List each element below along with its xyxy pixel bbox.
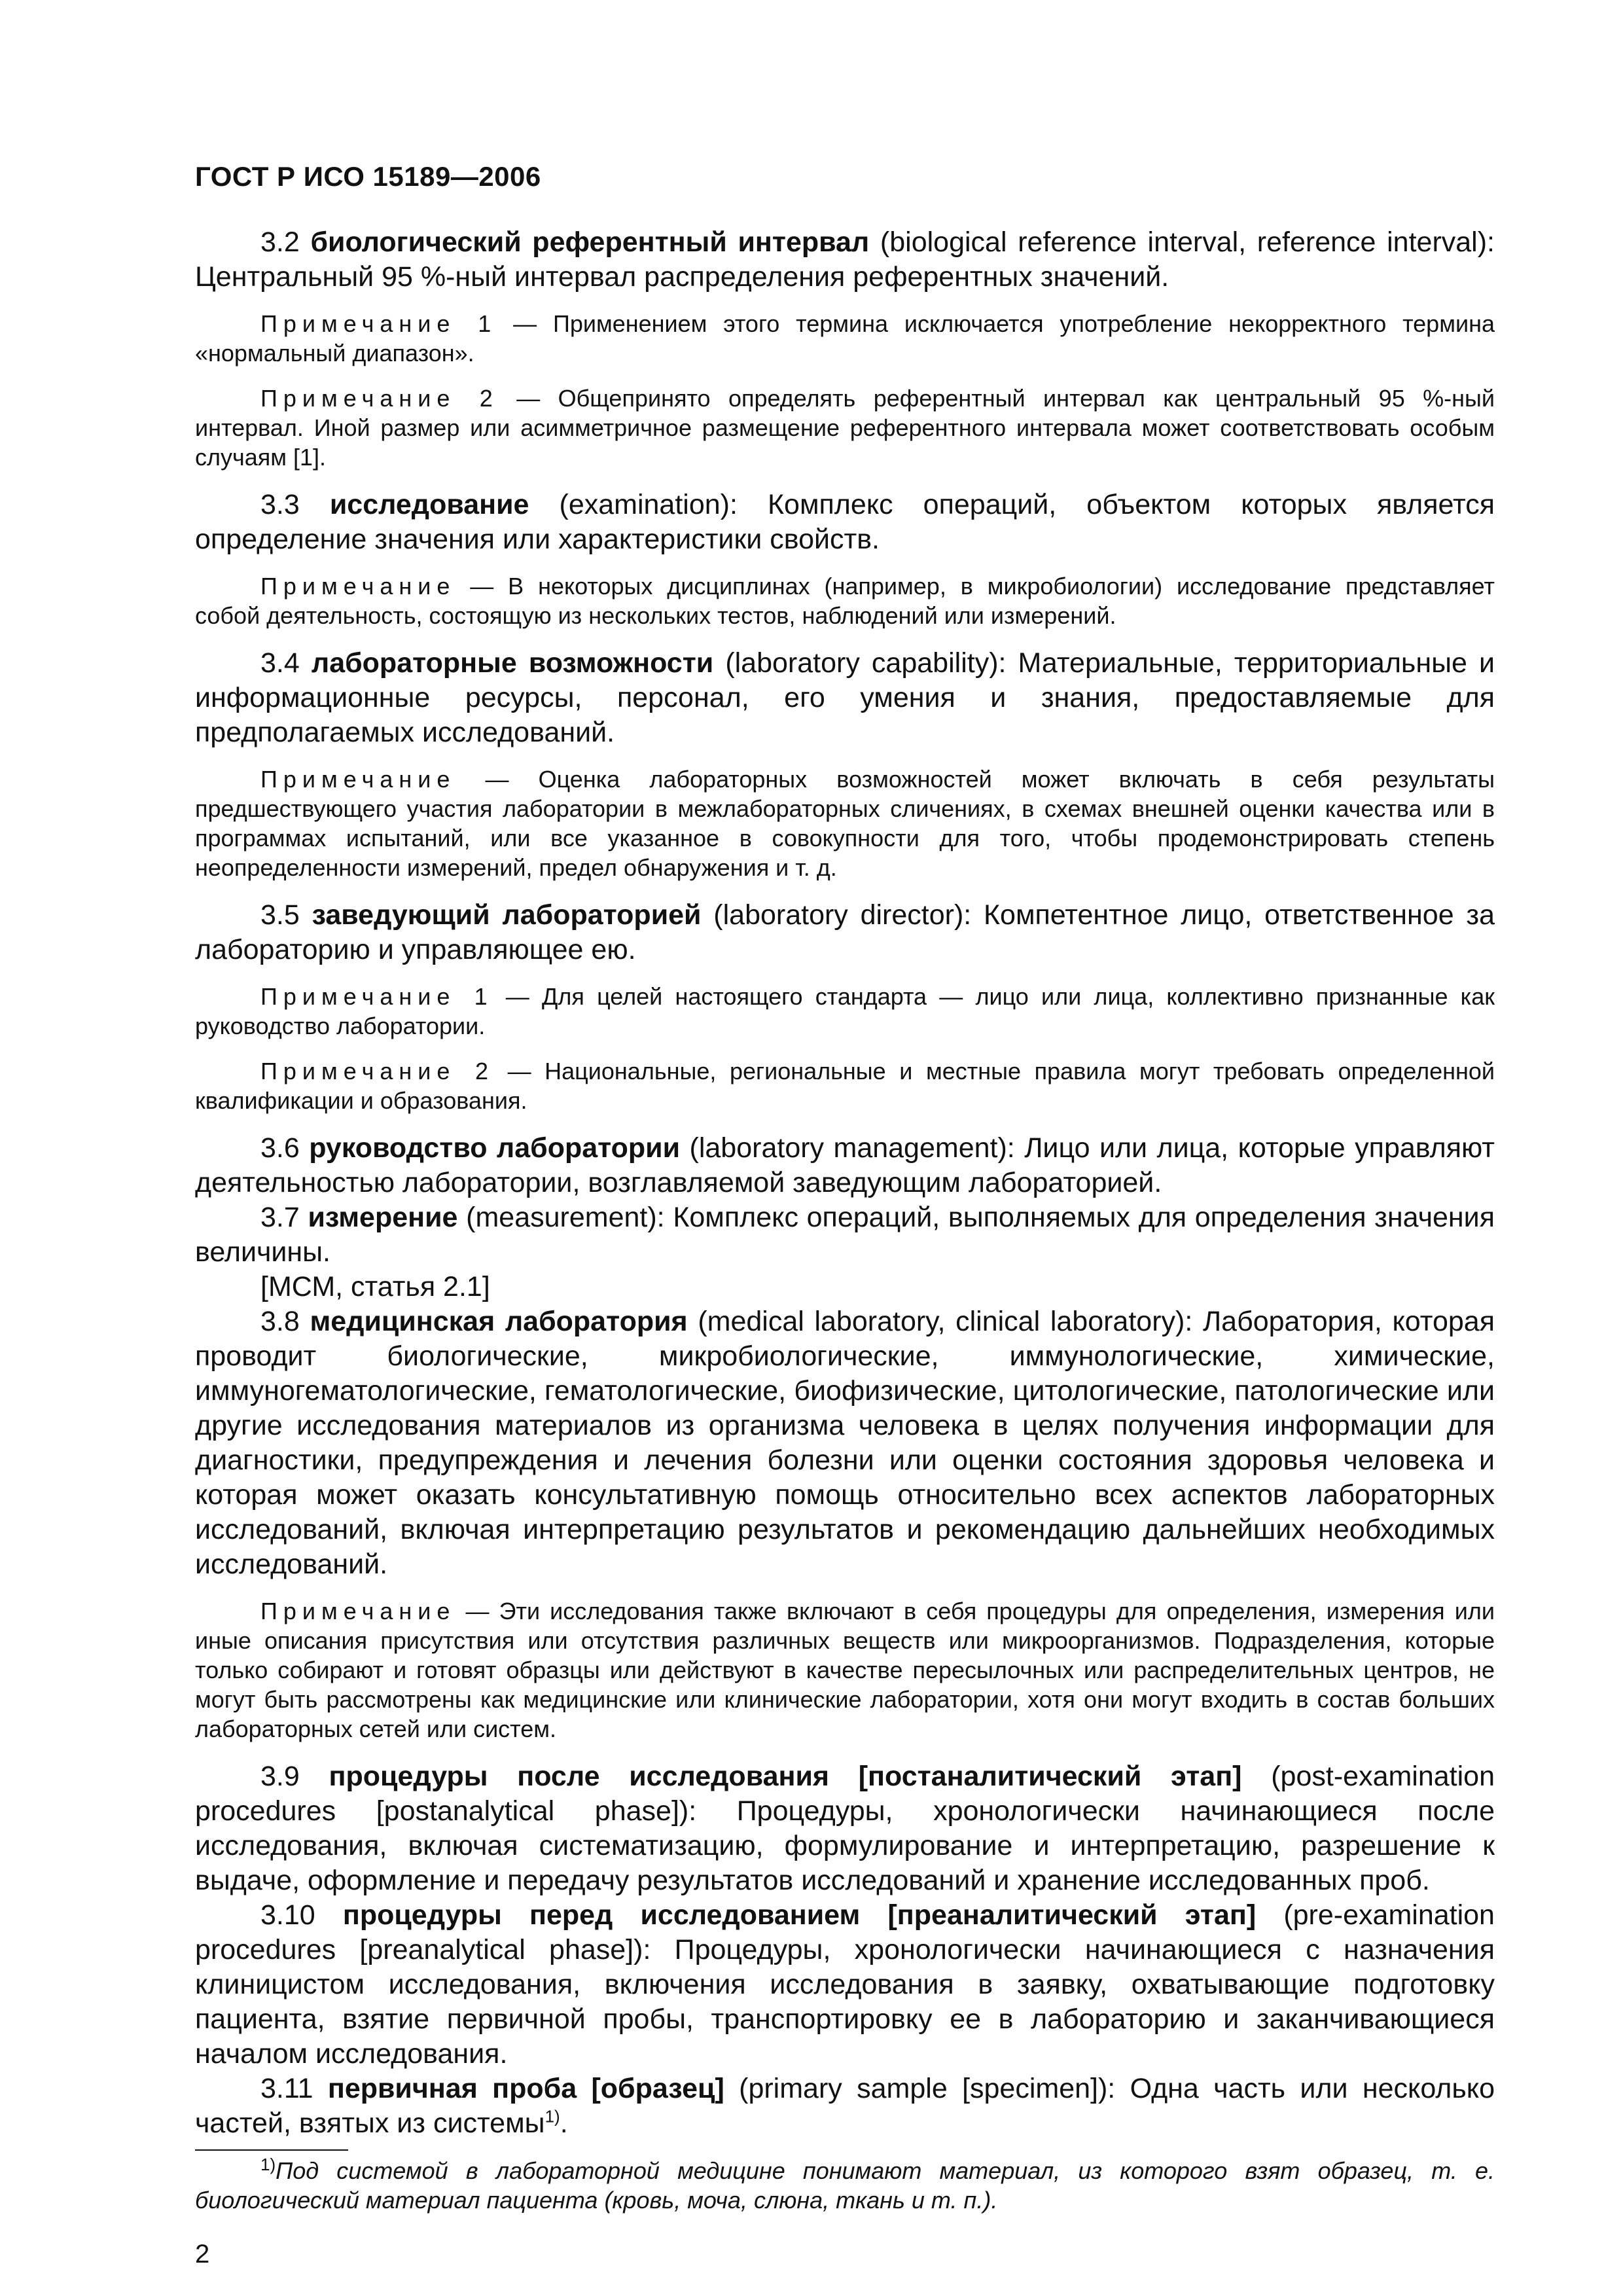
note-label: Примечание	[260, 1598, 456, 1624]
term-name: лабораторные возможности	[311, 647, 714, 679]
term-number: 3.11	[260, 2073, 313, 2104]
term-number: 3.4	[260, 647, 300, 679]
note	[195, 982, 1495, 1041]
term-entry: 3.11 первичная проба [образец] (primary sample [specimen]): Одна часть или несколько частей, взятых из системы$^{1)}$.	[195, 2073, 1495, 2139]
term-name: процедуры после исследования [постаналитический этап]	[329, 1761, 1242, 1792]
term-definition: (medical laboratory, clinical laboratory): Лаборатория, которая проводит биологические, микробиологические, иммунологические, химические, иммуногематологические, гематологические, биофизические, цитологические, патологические или другие исследования материалов из организма человека в целях получения информации для диагностики, предупреждения и лечения болезни или оценки состояния здоровья человека и которая может оказать консультативную помощь относительно всех аспектов лабораторных исследований, включая интерпретацию результатов и рекомендацию дальнейших необходимых исследований.	[195, 1306, 1495, 1580]
note-text: — Для целей настоящего стандарта — лицо или лица, коллективно признанные как руководство лаборатории.	[195, 983, 1495, 1039]
term-number: 3.7	[260, 1202, 300, 1233]
note	[195, 309, 1495, 368]
term-entry	[195, 1131, 1495, 1200]
note-text: — Применением этого термина исключается употребление некорректного термина «нормальный диапазон».	[195, 310, 1495, 367]
term-definition: (laboratory management): Лицо или лица, которые управляют деятельностью лаборатории, возглавляемой заведующим лабораторией.	[195, 1132, 1495, 1198]
footnote-marker[interactable]: 1)	[544, 2106, 560, 2126]
term-entry	[195, 898, 1495, 967]
term-number: 3.5	[260, 899, 300, 931]
term-number: 3.10	[260, 1899, 315, 1931]
term-number: 3.6	[260, 1132, 300, 1164]
term-name: заведующий лабораторией	[312, 899, 702, 931]
note	[195, 1056, 1495, 1115]
term-definition: (biological reference interval, reference interval): Центральный 95 %-ный интервал распределения референтных значений.	[195, 226, 1495, 293]
footnote	[195, 2156, 1495, 2215]
note-text: — В некоторых дисциплинах (например, в микробиологии) исследование представляет собой деятельность, состоящую из нескольких тестов, наблюдений или измерений.	[195, 573, 1495, 629]
note-text: — Общепринято определять референтный интервал как центральный 95 %-ный интервал. Иной размер или асимметричное размещение референтного интервала может соответствовать особым случаям [1].	[195, 385, 1495, 471]
term-source-reference: [МСМ, статья 2.1]	[260, 1271, 490, 1302]
term-number: 3.3	[260, 489, 300, 520]
term-name: измерение	[308, 1202, 458, 1233]
term-entry	[195, 1304, 1495, 1582]
term-name: биологический референтный интервал	[310, 226, 870, 258]
note-label: Примечание	[260, 766, 456, 793]
term-entry	[195, 488, 1495, 557]
footnote-text: Под системой в лабораторной медицине понимают материал, из которого взят образец, т. е. биологический материал пациента (кровь, моча, слюна, ткань и т. п.).	[195, 2157, 1495, 2214]
term-definition: (pre-examination procedures [preanalytical phase]): Процедуры, хронологически начинающиеся с назначения клиницистом исследования, включения исследования в заявку, охватывающие подготовку пациента, взятие первичной пробы, транспортировку ее в лабораторию и заканчивающиеся началом исследования.	[195, 1899, 1495, 2070]
note-label: Примечание 2	[260, 1058, 494, 1085]
note-text: — Национальные, региональные и местные правила могут требовать определенной квалификации и образования.	[195, 1058, 1495, 1114]
note-label: Примечание 1	[260, 310, 497, 337]
term-name: руководство лаборатории	[309, 1132, 681, 1164]
term-number: 3.8	[260, 1306, 300, 1337]
note-label: Примечание	[260, 573, 456, 600]
term-entry	[195, 646, 1495, 750]
page-number: 2	[195, 2240, 210, 2269]
term-definition: (laboratory capability): Материальные, территориальные и информационные ресурсы, персонал, его умения и знания, предоставляемые для предполагаемых исследований.	[195, 647, 1495, 748]
note-label: Примечание 2	[260, 385, 499, 412]
note-label: Примечание 1	[260, 983, 493, 1010]
term-name: процедуры перед исследованием [преаналитический этап]	[342, 1899, 1257, 1931]
term-definition: (laboratory director): Компетентное лицо, ответственное за лабораторию и управляющее ею.	[195, 899, 1495, 965]
document-header: ГОСТ Р ИСО 15189—2006	[195, 161, 541, 192]
note-text: — Оценка лабораторных возможностей может включать в себя результаты предшествующего участия лаборатории в межлабораторных сличениях, в схемах внешней оценки качества или в программах испытаний, или все указанное в совокупности для того, чтобы продемонстрировать степень неопределенности измерений, предел обнаружения и т. д.	[195, 766, 1495, 881]
term-definition: (post-examination procedures [postanalytical phase]): Процедуры, хронологически начинающиеся после исследования, включая систематизацию, формулирование и интерпретацию, разрешение к выдаче, оформление и передачу результатов исследований и хранение исследованных проб.	[195, 1761, 1495, 1896]
term-entry	[195, 1200, 1495, 1270]
footnote-divider	[195, 2149, 348, 2151]
footnote-marker: 1)	[260, 2155, 276, 2174]
note	[195, 764, 1495, 882]
term-number: 3.9	[260, 1761, 300, 1792]
term-entry	[195, 1759, 1495, 1898]
term-definition: (measurement): Комплекс операций, выполняемых для определения значения величины.	[195, 1202, 1495, 1268]
note	[195, 571, 1495, 630]
term-entry	[195, 225, 1495, 295]
term-definition: (primary sample [specimen]): Одна часть или несколько частей, взятых из системы	[195, 2073, 1495, 2139]
note	[195, 1596, 1495, 1744]
term-name: исследование	[329, 489, 529, 520]
term-name: медицинская лаборатория	[310, 1306, 688, 1337]
term-number: 3.2	[260, 226, 300, 258]
note	[195, 384, 1495, 472]
term-entry	[195, 1898, 1495, 2072]
note-text: — Эти исследования также включают в себя процедуры для определения, измерения или иные описания присутствия или отсутствия различных веществ или микроорганизмов. Подразделения, которые только собирают и готовят образцы или действуют в качестве пересылочных или распределительных центров, не могут быть рассмотрены как медицинские или клинические лаборатории, хотя они могут входить в состав больших лабораторных сетей или систем.	[195, 1598, 1495, 1742]
term-definition: (examination): Комплекс операций, объектом которых является определение значения или характеристики свойств.	[195, 489, 1495, 555]
document-body	[195, 225, 1495, 2141]
term-name: первичная проба [образец]	[327, 2073, 724, 2104]
